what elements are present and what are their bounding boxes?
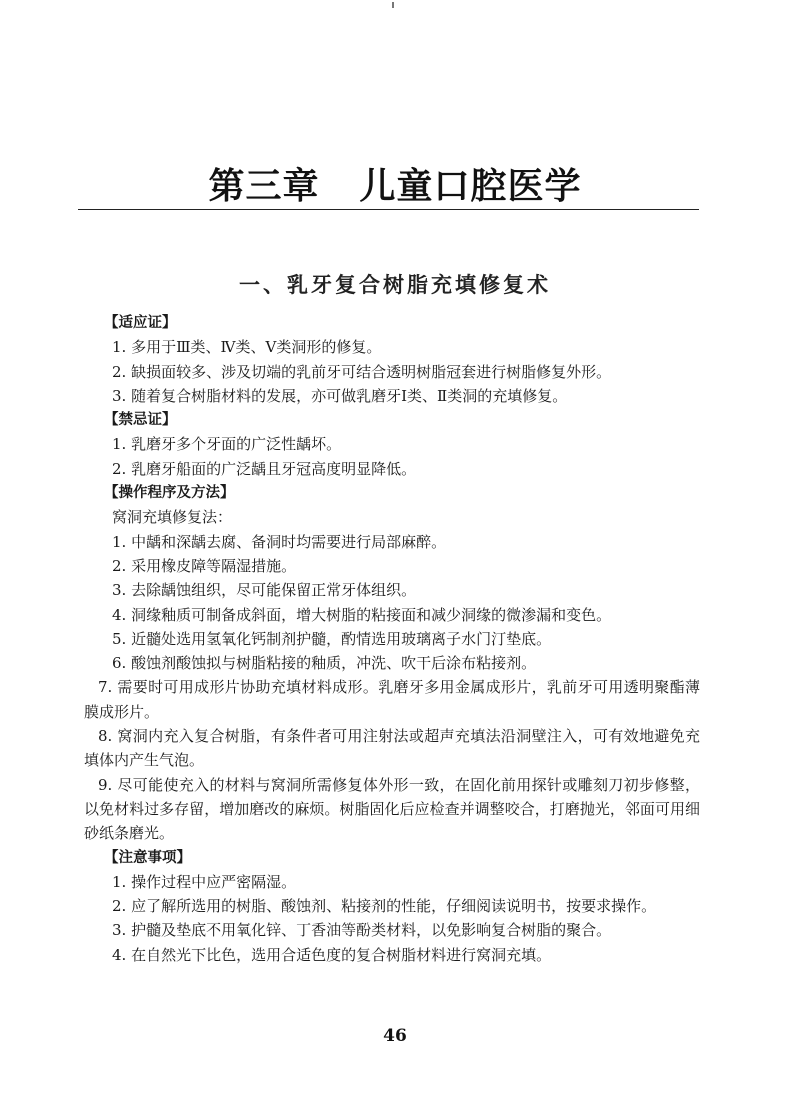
page-body — [84, 311, 704, 967]
note-item: 2. 应了解所选用的树脂、酸蚀剂、粘接剂的性能，仔细阅读说明书，按要求操作。 — [112, 897, 657, 916]
procedure-step: 5. 近髓处选用氢氧化钙制剂护髓，酌情选用玻璃离子水门汀垫底。 — [112, 629, 552, 648]
procedure-step: 9. 尽可能使充入的材料与窝洞所需修复体外形一致，在固化前用探针或雕刻刀初步修整，以免材料过多存留，增加磨改的麻烦。树脂固化后应检查并调整咬合，打磨抛光，邻面可用细砂纸条磨光。 — [84, 775, 700, 843]
procedure-intro: 窝洞充填修复法： — [112, 508, 233, 527]
section-title: 一、乳牙复合树脂充填修复术 — [239, 272, 551, 297]
contraindications-heading: 【禁忌证】 — [104, 412, 177, 429]
procedure-step: 2. 采用橡皮障等隔湿措施。 — [112, 556, 297, 575]
indication-item: 3. 随着复合树脂材料的发展，亦可做乳磨牙Ⅰ类、Ⅱ类洞的充填修复。 — [112, 386, 568, 405]
chapter-number: 第三章 — [208, 166, 320, 207]
contraindication-item: 2. 乳磨牙船面的广泛龋且牙冠高度明显降低。 — [112, 459, 417, 478]
chapter-divider — [78, 209, 699, 210]
notes-heading: 【注意事项】 — [104, 849, 191, 866]
chapter-name: 儿童口腔医学 — [359, 166, 582, 207]
procedure-step: 4. 洞缘釉质可制备成斜面，增大树脂的粘接面和减少洞缘的微渗漏和变色。 — [112, 605, 612, 624]
indication-item: 2. 缺损面较多、涉及切端的乳前牙可结合透明树脂冠套进行树脂修复外形。 — [112, 362, 612, 381]
procedure-heading: 【操作程序及方法】 — [104, 485, 235, 502]
note-item: 3. 护髓及垫底不用氧化锌、丁香油等酚类材料，以免影响复合树脂的聚合。 — [112, 921, 612, 940]
indication-item: 1. 多用于Ⅲ类、Ⅳ类、Ⅴ类洞形的修复。 — [112, 338, 382, 357]
note-item: 1. 操作过程中应严密隔湿。 — [112, 872, 297, 891]
procedure-step: 1. 中龋和深龋去腐、备洞时均需要进行局部麻醉。 — [112, 532, 447, 551]
indications-heading: 【适应证】 — [104, 315, 177, 331]
chapter-title — [0, 158, 790, 209]
procedure-step: 3. 去除龋蚀组织，尽可能保留正常牙体组织。 — [112, 581, 417, 600]
procedure-step: 6. 酸蚀剂酸蚀拟与树脂粘接的釉质，冲洗、吹干后涂布粘接剂。 — [112, 654, 537, 673]
page-number: 46 — [383, 1026, 407, 1046]
contraindication-item: 1. 乳磨牙多个牙面的广泛性龋坏。 — [112, 435, 342, 454]
procedure-step: 8. 窝洞内充入复合树脂，有条件者可用注射法或超声充填法沿洞壁注入，可有效地避免充填体内产生气泡。 — [84, 727, 700, 770]
top-registration-mark — [392, 2, 394, 8]
note-item: 4. 在自然光下比色，选用合适色度的复合树脂材料进行窝洞充填。 — [112, 945, 552, 964]
procedure-step: 7. 需要时可用成形片协助充填材料成形。乳磨牙多用金属成形片，乳前牙可用透明聚酯薄膜成形片。 — [84, 678, 700, 721]
